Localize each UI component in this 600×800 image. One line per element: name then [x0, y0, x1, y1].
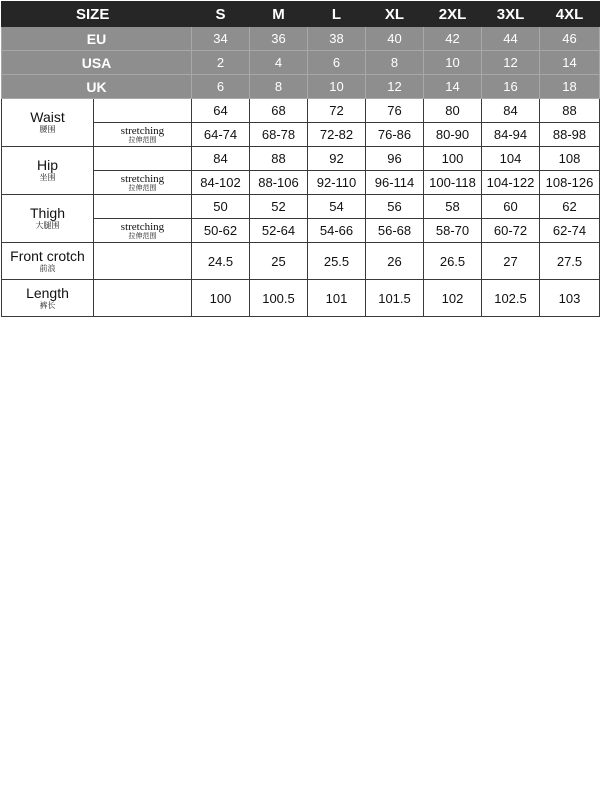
stretch-cell: 60-72	[482, 219, 540, 243]
stretch-cell: 84-94	[482, 123, 540, 147]
size-header-cell: M	[250, 2, 308, 27]
region-cell: 12	[482, 51, 540, 75]
value-cell: 88	[250, 147, 308, 171]
stretching-zh: 拉伸范围	[128, 135, 157, 144]
size-header-cell: 4XL	[540, 2, 600, 27]
stretch-cell: 88-98	[540, 123, 600, 147]
value-cell: 64	[192, 99, 250, 123]
value-cell: 101	[308, 280, 366, 317]
value-cell: 96	[366, 147, 424, 171]
value-cell: 84	[482, 99, 540, 123]
stretch-cell: 52-64	[250, 219, 308, 243]
hip-row	[2, 147, 600, 171]
region-row-uk	[2, 75, 600, 99]
front-crotch-label	[2, 243, 94, 280]
value-cell: 103	[540, 280, 600, 317]
stretching-en: stretching	[120, 124, 165, 137]
value-cell: 25.5	[308, 243, 366, 280]
value-cell: 108	[540, 147, 600, 171]
value-cell: 62	[540, 195, 600, 219]
region-cell: 10	[308, 75, 366, 99]
value-cell: 25	[250, 243, 308, 280]
value-cell: 27	[482, 243, 540, 280]
value-cell: 52	[250, 195, 308, 219]
thigh-label	[2, 195, 94, 243]
size-header-cell: S	[192, 2, 250, 27]
region-cell: 14	[540, 51, 600, 75]
region-cell: 12	[366, 75, 424, 99]
region-cell: 42	[424, 27, 482, 51]
region-cell: 14	[424, 75, 482, 99]
label-en: Thigh	[29, 205, 66, 222]
empty-sub-cell	[94, 243, 192, 280]
value-cell: 58	[424, 195, 482, 219]
stretching-zh: 拉伸范围	[128, 183, 157, 192]
region-cell: 2	[192, 51, 250, 75]
value-cell: 60	[482, 195, 540, 219]
region-label: USA	[2, 51, 192, 75]
value-cell: 24.5	[192, 243, 250, 280]
empty-sub-cell	[94, 195, 192, 219]
stretch-cell: 58-70	[424, 219, 482, 243]
size-header-row	[2, 2, 600, 27]
stretch-cell: 92-110	[308, 171, 366, 195]
size-header-cell: 3XL	[482, 2, 540, 27]
size-header-cell: 2XL	[424, 2, 482, 27]
region-cell: 36	[250, 27, 308, 51]
value-cell: 102	[424, 280, 482, 317]
stretch-cell: 80-90	[424, 123, 482, 147]
region-cell: 16	[482, 75, 540, 99]
stretching-en: stretching	[120, 172, 165, 185]
stretch-cell: 96-114	[366, 171, 424, 195]
stretch-cell: 104-122	[482, 171, 540, 195]
empty-sub-cell	[94, 147, 192, 171]
size-header-cell: XL	[366, 2, 424, 27]
stretching-zh: 拉伸范围	[128, 231, 157, 240]
value-cell: 104	[482, 147, 540, 171]
region-cell: 38	[308, 27, 366, 51]
value-cell: 92	[308, 147, 366, 171]
front-crotch-row	[2, 243, 600, 280]
stretch-cell: 72-82	[308, 123, 366, 147]
label-en: Hip	[36, 157, 58, 174]
value-cell: 102.5	[482, 280, 540, 317]
length-label	[2, 280, 94, 317]
stretch-cell: 100-118	[424, 171, 482, 195]
value-cell: 84	[192, 147, 250, 171]
value-cell: 101.5	[366, 280, 424, 317]
value-cell: 88	[540, 99, 600, 123]
stretch-cell: 84-102	[192, 171, 250, 195]
value-cell: 27.5	[540, 243, 600, 280]
region-cell: 40	[366, 27, 424, 51]
stretch-cell: 62-74	[540, 219, 600, 243]
region-cell: 6	[192, 75, 250, 99]
region-cell: 8	[250, 75, 308, 99]
stretching-label	[94, 219, 192, 243]
stretch-cell: 68-78	[250, 123, 308, 147]
stretch-cell: 56-68	[366, 219, 424, 243]
stretching-en: stretching	[120, 220, 165, 233]
region-row-eu	[2, 27, 600, 51]
value-cell: 80	[424, 99, 482, 123]
value-cell: 68	[250, 99, 308, 123]
stretch-cell: 88-106	[250, 171, 308, 195]
value-cell: 54	[308, 195, 366, 219]
region-cell: 18	[540, 75, 600, 99]
hip-label	[2, 147, 94, 195]
empty-sub-cell	[94, 280, 192, 317]
stretching-label	[94, 171, 192, 195]
value-cell: 50	[192, 195, 250, 219]
region-label: UK	[2, 75, 192, 99]
value-cell: 26	[366, 243, 424, 280]
region-cell: 46	[540, 27, 600, 51]
value-cell: 72	[308, 99, 366, 123]
waist-row	[2, 99, 600, 123]
value-cell: 100	[192, 280, 250, 317]
stretch-cell: 76-86	[366, 123, 424, 147]
stretch-cell: 50-62	[192, 219, 250, 243]
length-row	[2, 280, 600, 317]
thigh-row	[2, 195, 600, 219]
stretch-cell: 108-126	[540, 171, 600, 195]
stretch-cell: 64-74	[192, 123, 250, 147]
value-cell: 26.5	[424, 243, 482, 280]
size-chart-table	[1, 1, 600, 317]
region-label: EU	[2, 27, 192, 51]
label-zh: 裤长	[39, 300, 56, 310]
region-row-usa	[2, 51, 600, 75]
value-cell: 100	[424, 147, 482, 171]
empty-sub-cell	[94, 99, 192, 123]
value-cell: 56	[366, 195, 424, 219]
label-zh: 坐围	[39, 173, 56, 183]
region-cell: 4	[250, 51, 308, 75]
label-en: Front crotch	[10, 247, 85, 264]
label-zh: 大腿围	[35, 221, 60, 231]
label-en: Length	[26, 284, 69, 301]
size-title: SIZE	[2, 2, 192, 27]
stretch-cell: 54-66	[308, 219, 366, 243]
region-cell: 34	[192, 27, 250, 51]
label-en: Waist	[30, 109, 65, 126]
label-zh: 前浪	[39, 263, 56, 273]
stretching-label	[94, 123, 192, 147]
region-cell: 6	[308, 51, 366, 75]
region-cell: 10	[424, 51, 482, 75]
value-cell: 76	[366, 99, 424, 123]
region-cell: 44	[482, 27, 540, 51]
size-header-cell: L	[308, 2, 366, 27]
value-cell: 100.5	[250, 280, 308, 317]
waist-label	[2, 99, 94, 147]
label-zh: 腰围	[39, 125, 56, 135]
region-cell: 8	[366, 51, 424, 75]
